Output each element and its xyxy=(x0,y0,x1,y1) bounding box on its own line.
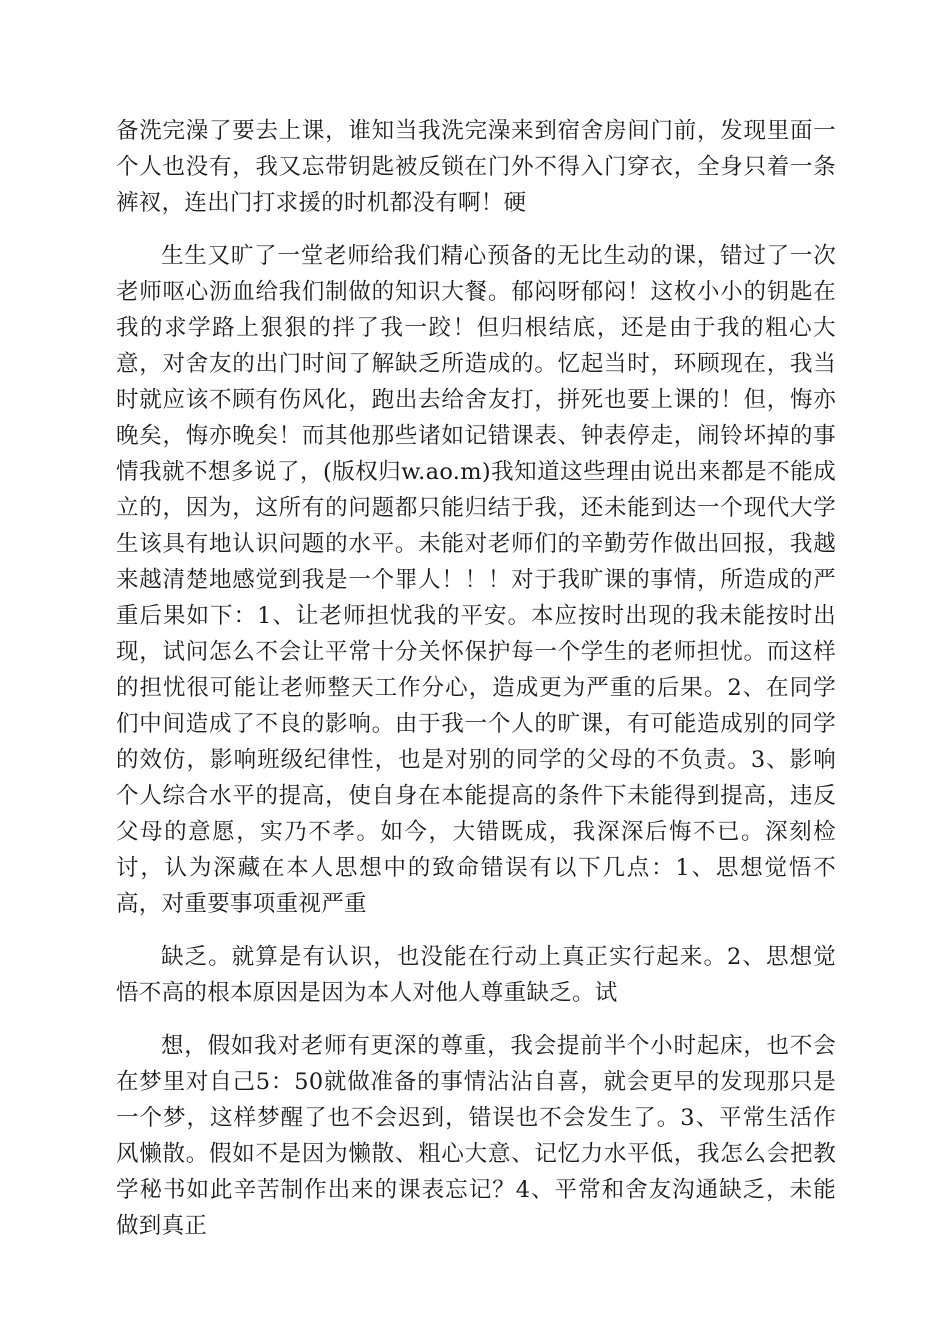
document-page xyxy=(116,113,836,1244)
paragraph-3: 缺乏。就算是有认识，也没能在行动上真正实行起来。2、思想觉悟不高的根本原因是因为本人对他人尊重缺乏。试 xyxy=(116,944,836,1006)
paragraph-1: 备洗完澡了要去上课，谁知当我洗完澡来到宿舍房间门前，发现里面一个人也没有，我又忘带钥匙被反锁在门外不得入门穿衣，全身只着一条裤衩，连出门打求援的时机都没有啊！硬 xyxy=(116,118,836,216)
paragraph-4: 想，假如我对老师有更深的尊重，我会提前半个小时起床，也不会在梦里对自己5：50就做准备的事情沾沾自喜，就会更早的发现那只是一个梦，这样梦醒了也不会迟到，错误也不会发生了。3、平常生活作风懒散。假如不是因为懒散、粗心大意、记忆力水平低，我怎么会把教学秘书如此辛苦制作出来的课表忘记？4、平常和舍友沟通缺乏，未能做到真正 xyxy=(116,1033,836,1239)
paragraph-2: 生生又旷了一堂老师给我们精心预备的无比生动的课，错过了一次老师呕心沥血给我们制做的知识大餐。郁闷呀郁闷！这枚小小的钥匙在我的求学路上狠狠的拌了我一跤！但归根结底，还是由于我的粗心大意，对舍友的出门时间了解缺乏所造成的。忆起当时，环顾现在，我当时就应该不顾有伤风化，跑出去给舍友打，拼死也要上课的！但，悔亦晚矣，悔亦晚矣！而其他那些诸如记错课表、钟表停走，闹铃坏掉的事情我就不想多说了，(版权归w.ao.m)我知道这些理由说出来都是不能成立的，因为，这所有的问题都只能归结于我，还未能到达一个现代大学生该具有地认识问题的水平。未能对老师们的辛勤劳作做出回报，我越来越清楚地感觉到我是一个罪人！！！对于我旷课的事情，所造成的严重后果如下：1、让老师担忧我的平安。本应按时出现的我未能按时出现，试问怎么不会让平常十分关怀保护每一个学生的老师担忧。而这样的担忧很可能让老师整天工作分心，造成更为严重的后果。2、在同学们中间造成了不良的影响。由于我一个人的旷课，有可能造成别的同学的效仿，影响班级纪律性，也是对别的同学的父母的不负责。3、影响个人综合水平的提高，使自身在本能提高的条件下未能得到提高，违反父母的意愿，实乃不孝。如今，大错既成，我深深后悔不已。深刻检讨，认为深藏在本人思想中的致命错误有以下几点：1、思想觉悟不高，对重要事项重视严重 xyxy=(116,243,836,917)
